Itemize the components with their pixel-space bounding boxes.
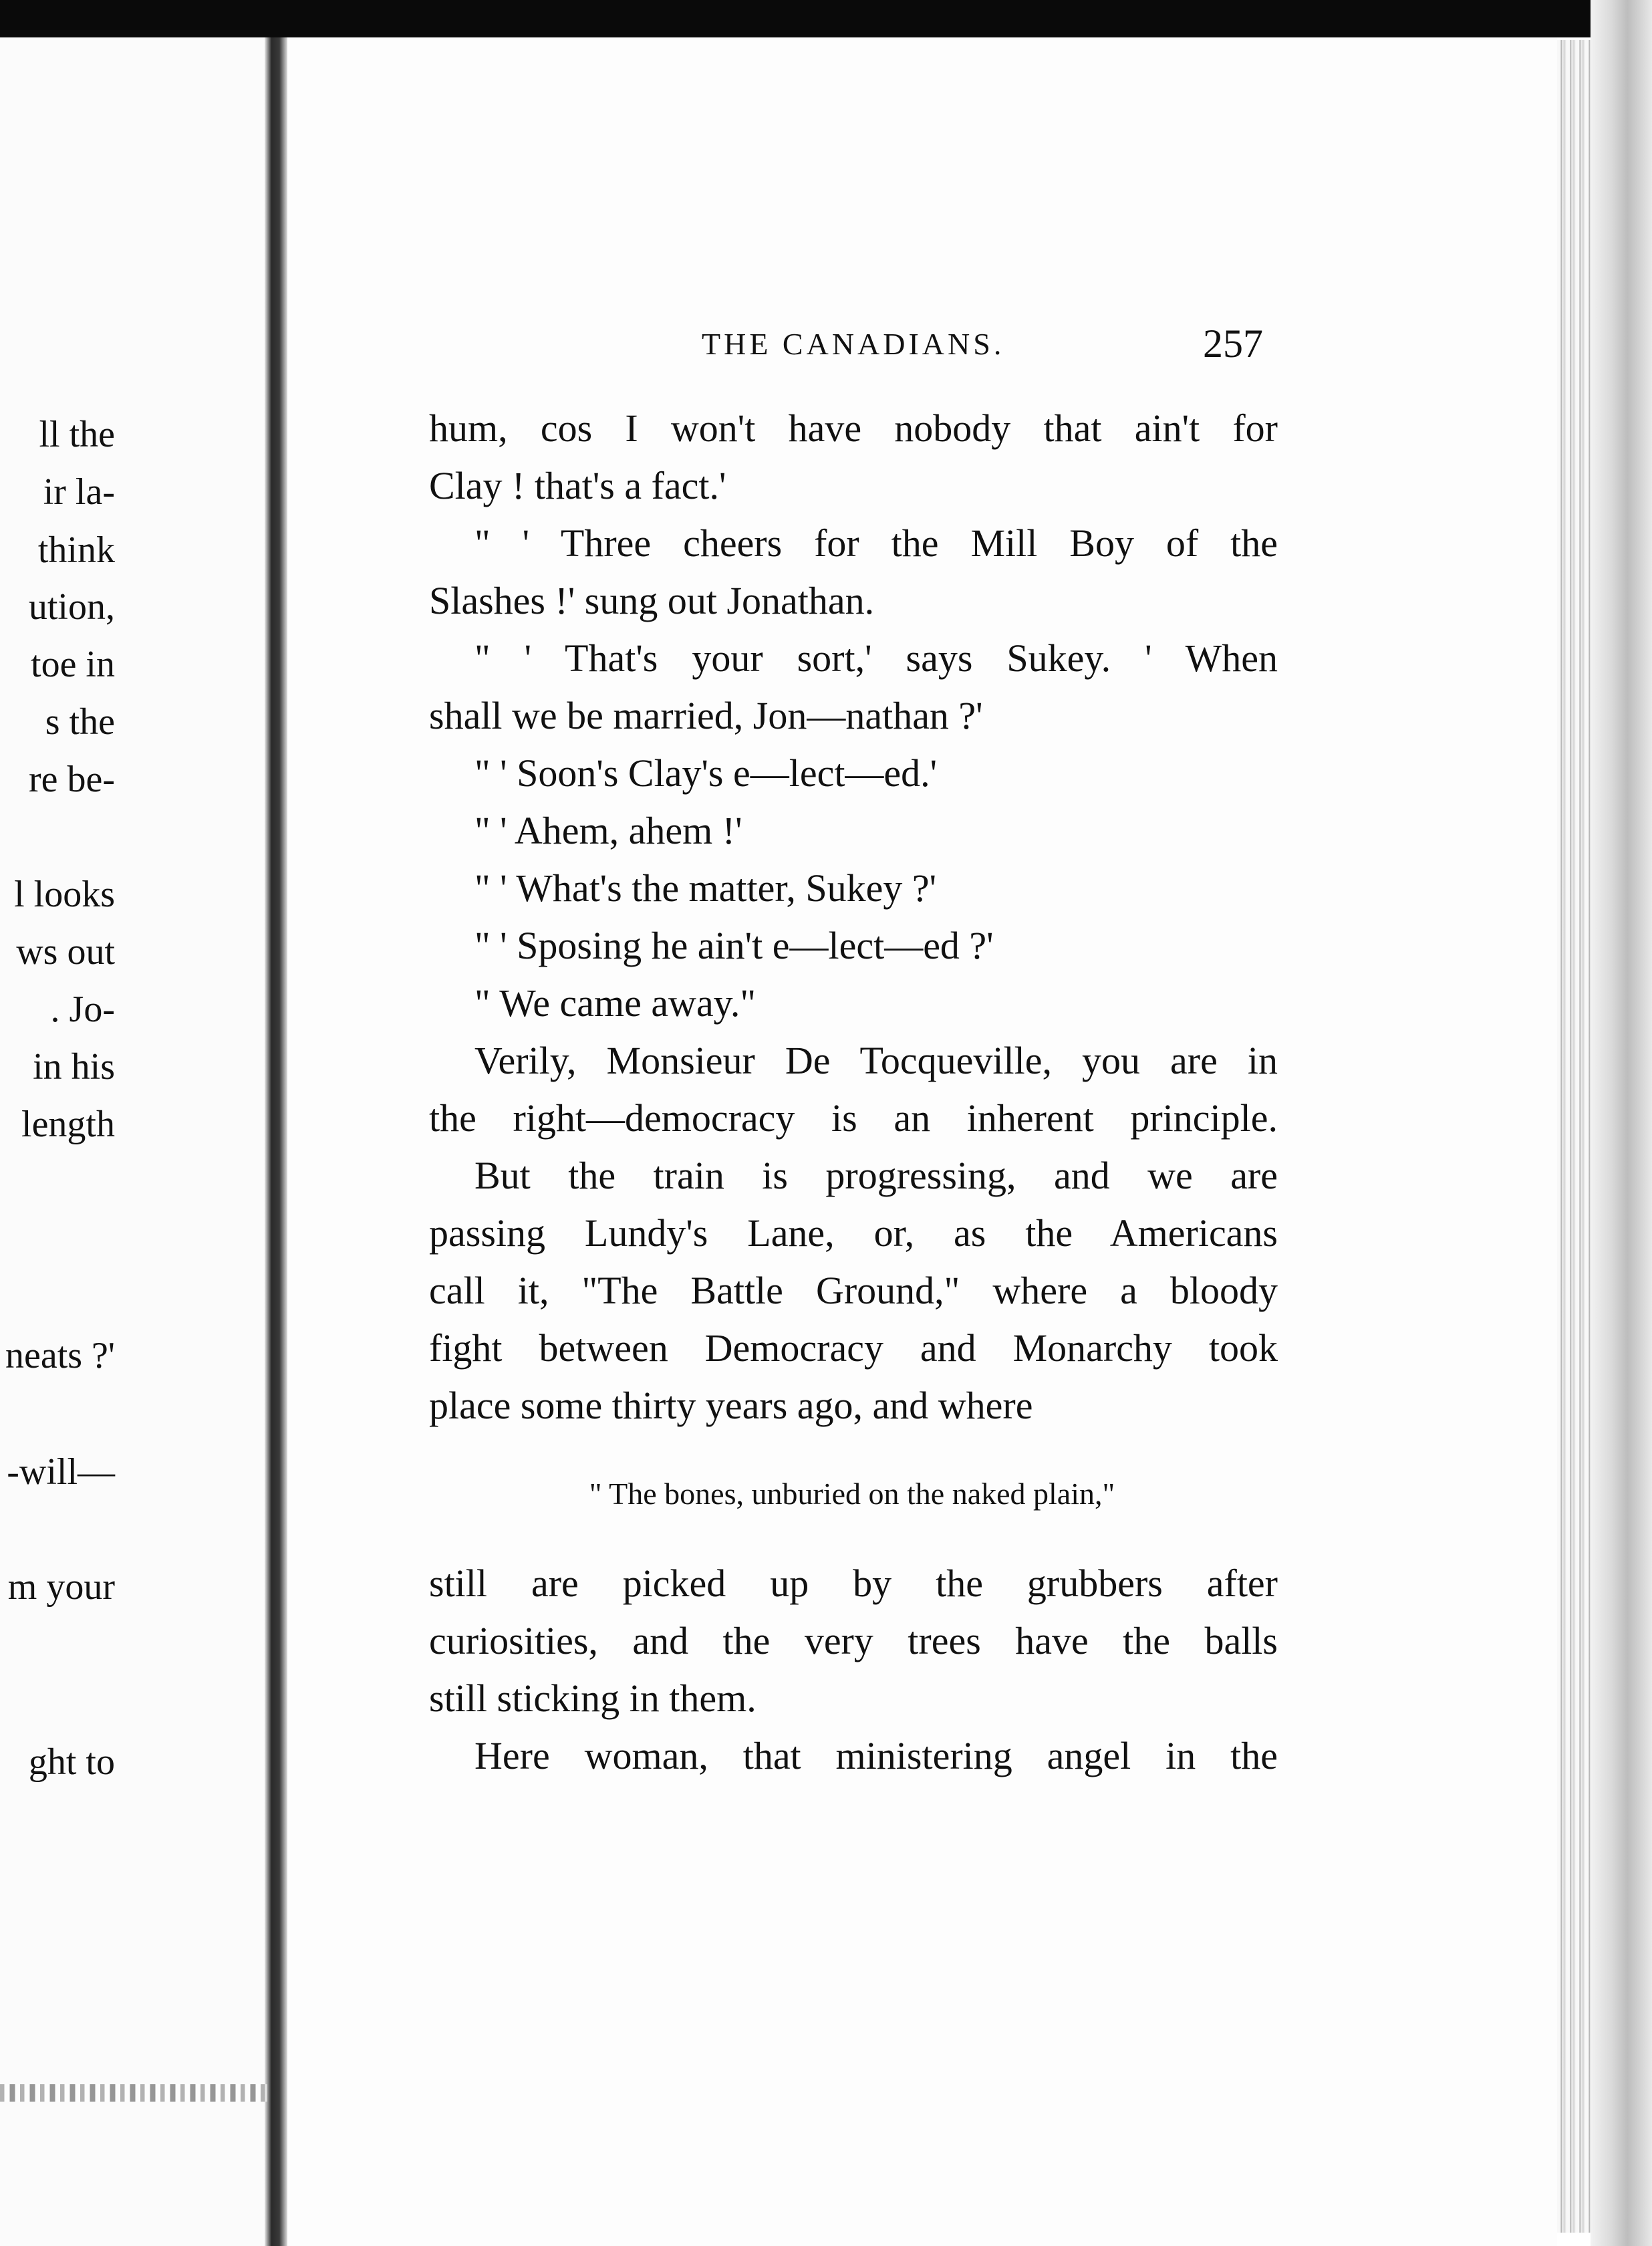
body-line: place some thirty years ago, and where: [429, 1384, 1033, 1427]
body-line: shall we be married, Jon—nathan ?': [429, 694, 983, 737]
left-page-line: length: [21, 1104, 115, 1145]
body-line: hum, cos I won't have nobody that ain't for: [429, 406, 1278, 450]
body-line: Clay ! that's a fact.': [429, 464, 726, 507]
body-line: Slashes !' sung out Jonathan.: [429, 579, 875, 622]
body-line: still are picked up by the grubbers after: [429, 1562, 1278, 1605]
body-line: Verily, Monsieur De Tocqueville, you are in: [474, 1039, 1278, 1082]
left-page-line: in his: [33, 1046, 115, 1088]
left-page-line: re be-: [28, 759, 115, 800]
left-page-line: l looks: [14, 874, 115, 915]
body-line: " ' Ahem, ahem !': [474, 809, 742, 852]
scan-artifact: [0, 2084, 267, 2102]
left-page-line: m your: [7, 1566, 115, 1608]
left-page-line: ution,: [28, 586, 115, 628]
body-line: curiosities, and the very trees have the balls: [429, 1619, 1278, 1662]
left-page-line: neats ?': [5, 1335, 115, 1376]
verse-quotation: " The bones, unburied on the naked plain,": [589, 1477, 1115, 1511]
body-line: call it, "The Battle Ground," where a bloody: [429, 1269, 1278, 1312]
body-line: passing Lundy's Lane, or, as the Americans: [429, 1211, 1278, 1255]
left-page-line: toe in: [31, 644, 115, 685]
body-line: the right—democracy is an inherent principle.: [429, 1096, 1278, 1140]
scan-top-border: [0, 0, 1652, 37]
body-line: " ' What's the matter, Sukey ?': [474, 866, 937, 910]
body-line: fight between Democracy and Monarchy took: [429, 1326, 1278, 1370]
right-page: [287, 37, 1557, 2246]
body-line: " ' That's your sort,' says Sukey. ' When: [474, 636, 1278, 680]
left-page-line: ll the: [39, 414, 115, 455]
body-line: still sticking in them.: [429, 1676, 756, 1720]
book-gutter: [265, 37, 287, 2246]
scan-right-edge: [1591, 0, 1652, 2246]
body-line: But the train is progressing, and we are: [474, 1154, 1278, 1197]
body-line: " ' Soon's Clay's e—lect—ed.': [474, 751, 938, 795]
body-line: Here woman, that ministering angel in the: [474, 1734, 1278, 1777]
body-line: " We came away.": [474, 981, 756, 1025]
left-page-line: ir la-: [43, 471, 115, 513]
left-page-line: s the: [45, 701, 115, 743]
running-head: THE CANADIANS.: [702, 327, 1005, 361]
body-line: " ' Three cheers for the Mill Boy of the: [474, 521, 1278, 565]
left-page-line: -will—: [7, 1451, 115, 1493]
left-page-line: think: [37, 529, 115, 571]
left-page-line: . Jo-: [50, 989, 115, 1030]
page-number: 257: [1203, 322, 1263, 366]
left-page-line: ws out: [16, 931, 115, 973]
body-line: " ' Sposing he ain't e—lect—ed ?': [474, 924, 994, 967]
left-page-line: ght to: [28, 1741, 115, 1783]
